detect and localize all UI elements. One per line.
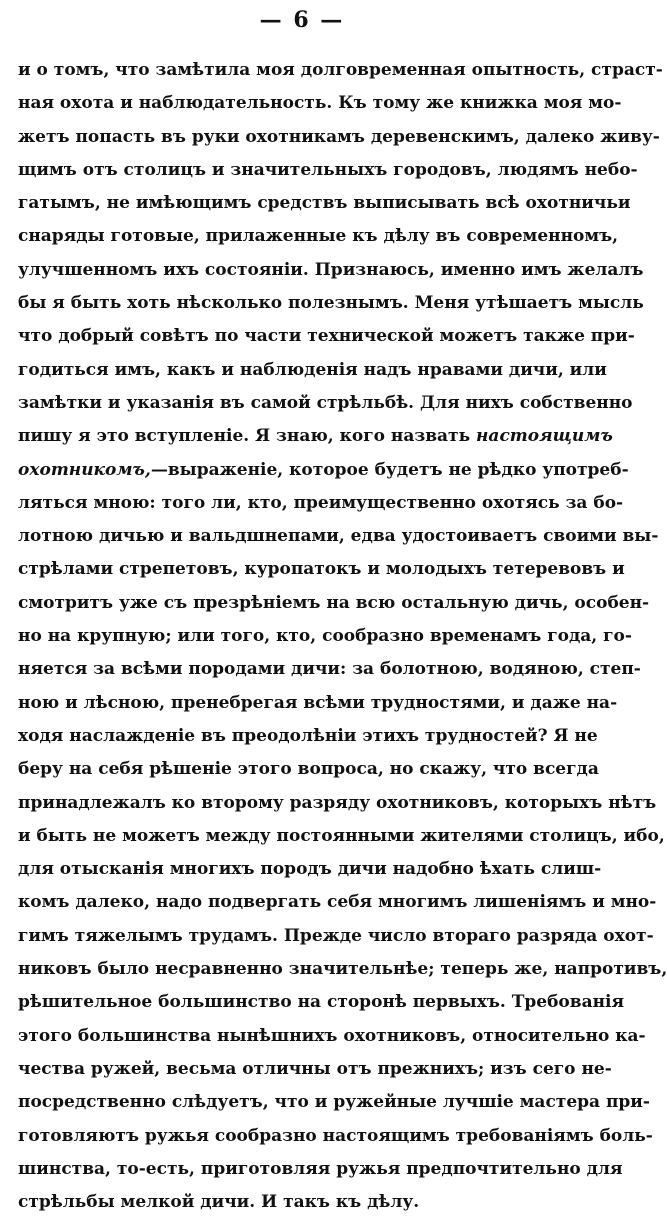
text-line: гатымъ, не имѣющимъ средствъ выписывать всѣ охотничьи: [18, 193, 631, 214]
text-line: замѣтки и указанія въ самой стрѣльбѣ. Для нихъ собственно: [18, 392, 633, 413]
page-number: — 6 —: [259, 7, 345, 33]
text-line-last: стрѣльбы мелкой дичи. И такъ къ дѣлу.: [18, 1192, 420, 1213]
text-line: гимъ тяжелымъ трудамъ. Прежде число втораго разряда охот-: [18, 925, 654, 946]
italic-term: настоящимъ: [476, 426, 613, 447]
text-line: ляться мною: того ли, кто, преимущественно охотясь за бо-: [18, 492, 624, 513]
text-line: что добрый совѣтъ по части технической можетъ также при-: [18, 326, 635, 347]
text-line: беру на себя рѣшеніе этого вопроса, но скажу, что всегда: [18, 759, 599, 780]
text-segment: пишу я это вступленіе. Я знаю, кого назвать: [18, 426, 477, 447]
text-line: бы я быть хоть нѣсколько полезнымъ. Меня утѣшаетъ мысль: [18, 293, 644, 314]
text-line: посредственно слѣдуетъ, что и ружейные лучшіе мастера при-: [18, 1092, 650, 1113]
text-line: жетъ попасть въ руки охотникамъ деревенскимъ, далеко живу-: [18, 126, 660, 147]
text-line: ная охота и наблюдательность. Къ тому же книжка моя мо-: [18, 93, 622, 114]
text-line-with-italic: [18, 454, 629, 487]
text-line: улучшенномъ ихъ состояніи. Признаюсь, именно имъ желалъ: [18, 259, 644, 280]
text-line: чества ружей, весьма отличны отъ прежнихъ; изъ сего не-: [18, 1058, 612, 1079]
text-line: шинства, то-есть, приготовляя ружья предпочтительно для: [18, 1158, 623, 1179]
text-line: няется за всѣми породами дичи: за болотною, водяною, степ-: [18, 659, 641, 680]
text-line: снаряды готовые, прилаженные къ дѣлу въ современномъ,: [18, 226, 619, 247]
text-line: стрѣлами стрепетовъ, куропатокъ и молодыхъ тетеревовъ и: [18, 559, 625, 580]
text-line: ходя наслажденіе въ преодолѣніи этихъ трудностей? Я не: [18, 725, 598, 746]
italic-term: охотникомъ,: [18, 459, 151, 480]
text-line: но на крупную; или того, кто, сообразно временамъ года, го-: [18, 626, 632, 647]
text-line: этого большинства нынѣшнихъ охотниковъ, относительно ка-: [18, 1025, 646, 1046]
text-line: для отысканія многихъ породъ дичи надобно ѣхать слиш-: [18, 859, 602, 880]
text-line: смотритъ уже съ презрѣніемъ на всю остальную дичь, особен-: [18, 592, 650, 613]
text-segment: —выраженіе, которое будетъ не рѣдко употреб-: [150, 459, 629, 480]
text-line: рѣшительное большинство на сторонѣ первыхъ. Требованія: [18, 992, 625, 1013]
text-line: и о томъ, что замѣтила моя долговременная опытность, страст-: [18, 60, 663, 80]
text-line: и быть не можетъ между постоянными жителями столицъ, ибо,: [18, 825, 665, 846]
text-line: готовляютъ ружья сообразно настоящимъ требованіямъ боль-: [18, 1125, 653, 1146]
text-line: комъ далеко, надо подвергать себя многимъ лишеніямъ и мно-: [18, 892, 657, 913]
text-line: щимъ отъ столицъ и значительныхъ городовъ, людямъ небо-: [18, 159, 638, 180]
text-line-with-italic: [18, 420, 613, 453]
text-line: никовъ было несравненно значительнѣе; теперь же, напротивъ,: [18, 959, 667, 980]
text-line: принадлежалъ ко второму разряду охотниковъ, которыхъ нѣтъ: [18, 792, 657, 813]
text-line: ною и лѣсною, пренебрегая всѣми трудностями, и даже на-: [18, 692, 618, 713]
text-line: лотною дичью и вальдшнепами, едва удостоиваетъ своими вы-: [18, 526, 659, 547]
body-text: [18, 54, 667, 1219]
text-line: годиться имъ, какъ и наблюденія надъ нравами дичи, или: [18, 359, 607, 380]
